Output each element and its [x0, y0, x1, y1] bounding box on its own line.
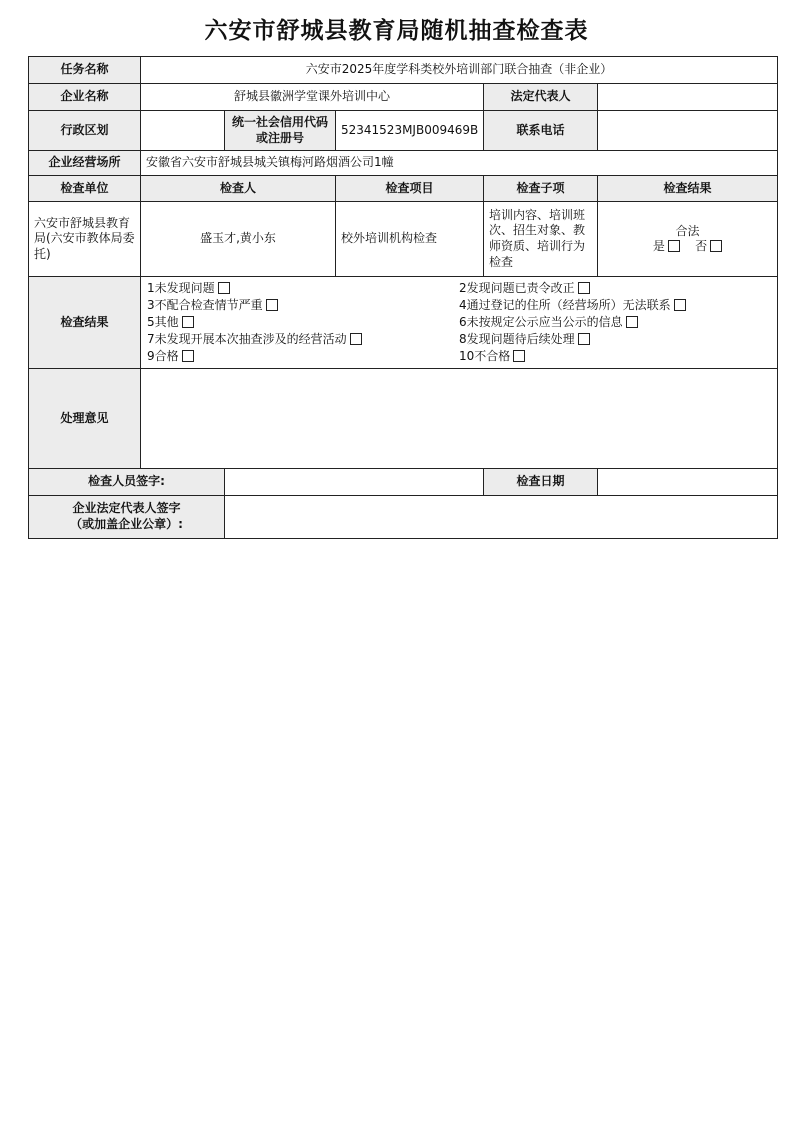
handling-opinion-label: 处理意见 — [29, 369, 141, 469]
result-option[interactable]: 4通过登记的住所（经营场所）无法联系 — [459, 297, 771, 314]
legal-result-cell — [598, 202, 778, 277]
result-option-checkbox[interactable] — [578, 333, 590, 345]
legal-signature-field[interactable] — [225, 496, 778, 539]
result-option-checkbox[interactable] — [350, 333, 362, 345]
legal-rep-label: 法定代表人 — [484, 84, 598, 111]
result-option-checkbox[interactable] — [578, 282, 590, 294]
result-option-checkbox[interactable] — [674, 299, 686, 311]
contact-phone-label: 联系电话 — [484, 111, 598, 151]
inspect-unit-value: 六安市舒城县教育局(六安市教体局委托) — [29, 202, 141, 277]
inspect-item-header: 检查项目 — [336, 176, 484, 202]
inspect-date-label: 检查日期 — [484, 469, 598, 496]
inspection-form — [28, 56, 778, 539]
result-option[interactable]: 9合格 — [147, 348, 459, 365]
inspector-signature-label: 检查人员签字: — [29, 469, 225, 496]
district-value[interactable] — [141, 111, 225, 151]
district-label: 行政区划 — [29, 111, 141, 151]
premises-label: 企业经营场所 — [29, 151, 141, 176]
result-yes-label: 是 — [652, 239, 665, 253]
inspector-header: 检查人 — [141, 176, 336, 202]
task-name-label: 任务名称 — [29, 57, 141, 84]
inspect-result-header: 检查结果 — [598, 176, 778, 202]
result-option[interactable]: 10不合格 — [459, 348, 771, 365]
result-option[interactable]: 8发现问题待后续处理 — [459, 331, 771, 348]
result-option[interactable]: 5其他 — [147, 314, 459, 331]
result-option[interactable]: 3不配合检查情节严重 — [147, 297, 459, 314]
legal-signature-label: 企业法定代表人签字 （或加盖企业公章）: — [29, 496, 225, 539]
inspect-date-field[interactable] — [598, 469, 778, 496]
result-option[interactable]: 6未按规定公示应当公示的信息 — [459, 314, 771, 331]
result-option[interactable]: 2发现问题已责令改正 — [459, 280, 771, 297]
inspect-subitem-header: 检查子项 — [484, 176, 598, 202]
result-option-checkbox[interactable] — [182, 316, 194, 328]
inspector-value[interactable]: 盛玉才,黄小东 — [141, 202, 336, 277]
result-options — [147, 280, 771, 365]
result-no-checkbox[interactable] — [710, 240, 722, 252]
inspect-subitem-value: 培训内容、培训班次、招生对象、教师资质、培训行为检查 — [484, 202, 598, 277]
legal-rep-value[interactable] — [598, 84, 778, 111]
legal-result-title: 合法 — [675, 224, 700, 238]
result-option-checkbox[interactable] — [218, 282, 230, 294]
credit-code-value[interactable]: 52341523MJB009469B — [336, 111, 484, 151]
company-name-value[interactable]: 舒城县徽洲学堂课外培训中心 — [141, 84, 484, 111]
premises-value[interactable]: 安徽省六安市舒城县城关镇梅河路烟酒公司1幢 — [141, 151, 778, 176]
credit-code-label: 统一社会信用代码或注册号 — [225, 111, 336, 151]
inspector-signature-field[interactable] — [225, 469, 484, 496]
handling-opinion-value[interactable] — [141, 369, 778, 469]
result-option[interactable]: 1未发现问题 — [147, 280, 459, 297]
result-yes-checkbox[interactable] — [668, 240, 680, 252]
task-name-value[interactable]: 六安市2025年度学科类校外培训部门联合抽查（非企业） — [141, 57, 778, 84]
result-options-cell — [141, 277, 778, 369]
result-option-checkbox[interactable] — [266, 299, 278, 311]
result-option[interactable]: 7未发现开展本次抽查涉及的经营活动 — [147, 331, 459, 348]
result-option-checkbox[interactable] — [626, 316, 638, 328]
inspect-unit-header: 检查单位 — [29, 176, 141, 202]
result-option-checkbox[interactable] — [182, 350, 194, 362]
contact-phone-value[interactable] — [598, 111, 778, 151]
page-title: 六安市舒城县教育局随机抽查检查表 — [204, 18, 589, 44]
company-name-label: 企业名称 — [29, 84, 141, 111]
result-option-checkbox[interactable] — [513, 350, 525, 362]
result-no-label: 否 — [695, 239, 708, 253]
overall-result-label: 检查结果 — [29, 277, 141, 369]
inspect-item-value: 校外培训机构检查 — [336, 202, 484, 277]
